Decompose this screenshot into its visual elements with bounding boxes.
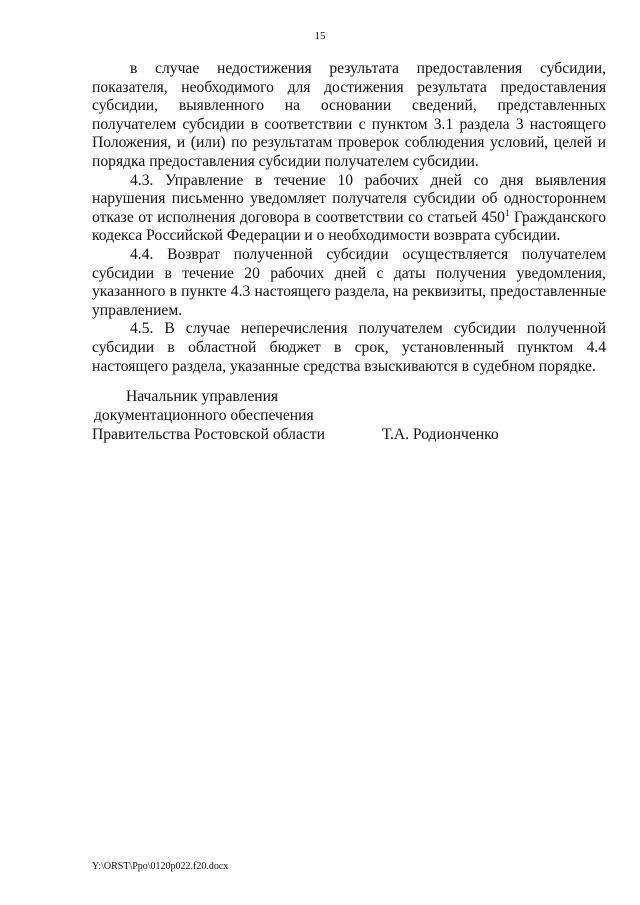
paragraph-4-3-text: 4.3. Управление в течение 10 рабочих дней со дня выявления нарушения письменно уведомляет получателя субсидии об одностороннем отказе от исполнения договора в соответствии со статьей 450 [92, 171, 606, 226]
paragraph-4-5: 4.5. В случае неперечисления получателем субсидии полученной субсидии в областной бюджет в срок, установленный пунктом 4.4 настоящего раздела, указанные средства взыскиваются в судебном порядке. [92, 320, 606, 375]
page-number: 15 [314, 30, 326, 42]
paragraph-4-4: 4.4. Возврат полученной субсидии осуществляется получателем субсидии в течение 20 рабочих дней с даты получения уведомления, указанного в пункте 4.3 настоящего раздела, на реквизиты, предоставленные управлением. [92, 245, 606, 319]
paragraph-4-3-text-continued: Гражданского кодекса Российской Федерации и о необходимости возврата субсидии. [92, 208, 607, 245]
signature-row [92, 426, 606, 445]
signatory-position-line-3: Правительства Ростовской области [92, 425, 325, 443]
paragraph-4-3 [92, 172, 606, 246]
paragraph-refund-conditions: в случае недостижения результата предоставления субсидии, показателя, необходимого для достижения результата предоставления субсидии, выявленного на основании сведений, представленных получателем субсидии в соответствии с пунктом 3.1 раздела 3 настоящего Положения, и (или) по результатам проверок соблюдения условий, целей и порядка предоставления субсидии получателем субсидии. [92, 60, 606, 170]
signatory-position-line-2: документационного обеспечения [94, 406, 314, 424]
footer-file-path: Y:\ORST\Ppo\0120p022.f20.docx [92, 861, 229, 872]
article-superscript: 1 [504, 207, 510, 218]
signatory-name: Т.А. Родионченко [382, 425, 499, 443]
signatory-position-line-1: Начальник управления [126, 388, 279, 405]
signature-block [92, 388, 606, 445]
document-body [92, 60, 606, 376]
